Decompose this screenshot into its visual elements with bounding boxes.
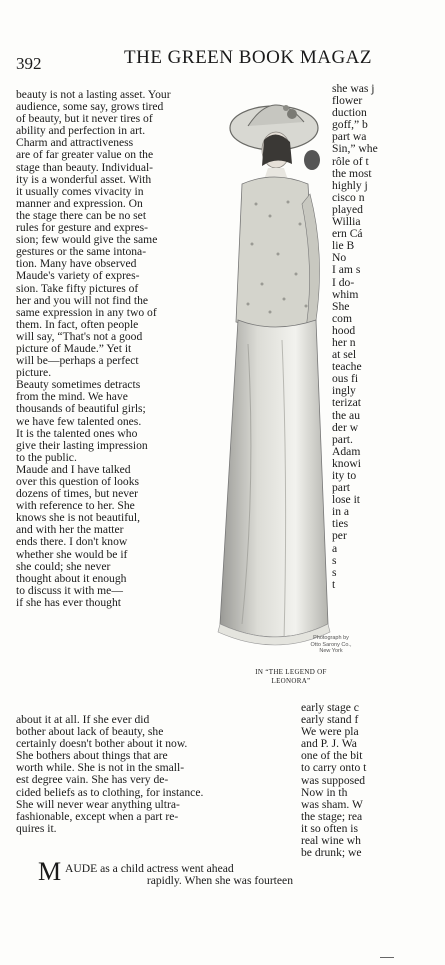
text-line: goff,” b — [332, 119, 368, 132]
text-line: will say, “That's not a good — [16, 330, 143, 343]
text-line: s — [332, 554, 337, 567]
text-line: she could; she never — [16, 560, 111, 573]
text-line: lie B — [332, 240, 355, 253]
text-line: picture of Maude.” Yet it — [16, 342, 132, 355]
text-line: will be—perhaps a perfect — [16, 355, 139, 368]
text-line: I am s — [332, 264, 361, 277]
text-line: her and you will not find the — [16, 294, 149, 307]
text-line: same expression in any two of — [16, 306, 157, 319]
text-line: per — [332, 530, 347, 543]
text-line: of beauty, but it never tires of — [16, 113, 153, 126]
photo-credit-line: Otto Sarony Co., — [310, 641, 352, 648]
photo-credit-line: Photograph by — [313, 635, 349, 641]
text-line: flower — [332, 95, 363, 108]
photo-caption-line: LEONORA” — [271, 676, 311, 685]
text-line: over this question of looks — [16, 476, 140, 488]
text-line: the au — [332, 409, 361, 422]
text-line: she was j — [332, 83, 375, 95]
text-line: part. — [332, 433, 353, 446]
text-line: we have few talented ones. — [16, 415, 142, 428]
text-line: ity is a wonderful asset. With — [16, 173, 152, 186]
text-line: Charm and attractiveness — [16, 137, 134, 150]
text-line: Now in th — [301, 786, 348, 799]
text-line: the stage; rea — [301, 810, 363, 823]
text-line: gestures or the same intona- — [16, 246, 147, 259]
text-line: was supposed — [301, 774, 366, 787]
text-line: to carry onto t — [301, 762, 367, 775]
text-line: rapidly. When she was fourteen — [146, 874, 293, 888]
text-line: ability and perfection in art. — [16, 125, 146, 138]
text-line: give their lasting impression — [16, 439, 148, 452]
text-line: early stage c — [301, 702, 359, 714]
photo-caption-line: IN “THE LEGEND OF — [255, 668, 327, 676]
text-line: at sel — [332, 349, 357, 362]
text-line: Adam — [332, 445, 361, 458]
text-line: in a — [332, 506, 350, 519]
text-line: and P. J. Wa — [301, 738, 357, 751]
text-line: lose it — [332, 494, 361, 507]
actress-photograph — [212, 84, 336, 658]
text-line: est degree vain. She has very de- — [16, 774, 169, 787]
text-line: hood — [332, 324, 356, 337]
text-line: played — [332, 203, 363, 216]
text-line: Willia — [332, 216, 361, 229]
text-line: We were pla — [301, 726, 359, 739]
text-line: She — [332, 300, 350, 313]
text-line: a — [332, 542, 338, 555]
photo-caption — [236, 668, 346, 685]
text-line: ingly — [332, 385, 356, 398]
text-line: certainly doesn't bother about it now. — [16, 738, 188, 751]
text-line: cisco n — [332, 191, 365, 204]
text-line: t — [332, 578, 336, 591]
text-line: fashionable, except when a part re- — [16, 810, 179, 823]
text-line: worth while. She is not in the small- — [16, 762, 185, 775]
text-line: cided beliefs as to clothing, for instance. — [16, 786, 204, 799]
text-line: ern Cá — [332, 228, 363, 241]
text-line: terizat — [332, 397, 361, 410]
text-line: to the public. — [16, 451, 77, 464]
text-line: was sham. W — [301, 798, 363, 811]
text-line: No — [332, 252, 347, 265]
text-line: from the mind. We have — [16, 391, 128, 404]
text-line: s — [332, 566, 337, 579]
text-line: manner and expression. On — [16, 197, 143, 210]
text-line: tion. Many have observed — [16, 258, 137, 271]
text-line: Maude and I have talked — [16, 463, 131, 476]
text-line: It is the talented ones who — [16, 427, 138, 440]
text-line: bother about lack of beauty, she — [16, 726, 164, 739]
text-line: part wa — [332, 131, 367, 144]
text-line: whether she would be if — [16, 548, 128, 561]
text-line: I do- — [332, 276, 355, 289]
text-line: it so often is — [301, 822, 359, 835]
text-line: beauty is not a lasting asset. Your — [16, 89, 171, 101]
left-wide-column-text — [16, 714, 298, 835]
text-line: She will never wear anything ultra- — [16, 798, 180, 811]
text-line: about it at all. If she ever did — [16, 714, 150, 726]
text-line: Beauty sometimes detracts — [16, 379, 141, 392]
text-line: picture. — [16, 367, 52, 380]
text-line: audience, some say, grows tired — [16, 101, 164, 114]
text-line: if she has ever thought — [16, 596, 121, 609]
text-line: ties — [332, 518, 349, 531]
text-line: one of the bit — [301, 750, 363, 763]
text-line: stage than beauty. Individual- — [16, 161, 154, 174]
text-line: rules for gesture and expres- — [16, 222, 148, 235]
text-line: com — [332, 312, 352, 325]
text-line: the most — [332, 167, 372, 180]
text-line: highly j — [332, 179, 368, 192]
text-line: the stage there can be no set — [16, 209, 147, 222]
text-line: der w — [332, 421, 359, 434]
section-two-opening — [65, 863, 305, 888]
text-line: thought about it enough — [16, 572, 127, 585]
text-line: teache — [332, 361, 362, 374]
text-line: be drunk; we — [301, 847, 362, 860]
text-line: Sin,” whe — [332, 143, 378, 156]
text-line: her n — [332, 336, 356, 349]
text-line: whim — [332, 288, 359, 301]
text-line: it usually comes vivacity in — [16, 185, 144, 198]
text-line: thousands of beautiful girls; — [16, 403, 146, 416]
page-rule — [380, 957, 394, 958]
text-line: ends there. I don't know — [16, 536, 128, 549]
photo-credit-line: New York — [319, 648, 343, 654]
text-line: sion; few would give the same — [16, 234, 158, 247]
text-line: them. In fact, often people — [16, 318, 139, 331]
right-bottom-column-text — [301, 702, 394, 859]
text-line: rôle of t — [332, 155, 369, 168]
text-line: to discuss it with me— — [16, 584, 123, 597]
text-line: are of far greater value on the — [16, 149, 154, 162]
right-column-text — [332, 83, 394, 591]
magazine-title: THE GREEN BOOK MAGAZ — [124, 47, 373, 68]
text-line: ous fi — [332, 373, 359, 386]
photo-credit — [303, 635, 359, 655]
text-line: early stand f — [301, 714, 359, 727]
text-line: and with her the matter — [16, 524, 124, 537]
text-line: Maude's variety of expres- — [16, 270, 140, 283]
text-line: knows she is not beautiful, — [16, 512, 140, 525]
text-line: real wine wh — [301, 835, 361, 848]
left-column-text — [16, 89, 234, 609]
text-line: AUDE as a child actress went ahead — [65, 862, 234, 875]
text-line: dozens of times, but never — [16, 488, 139, 501]
text-line: sion. Take fifty pictures of — [16, 282, 139, 295]
text-line: ity to — [332, 470, 357, 482]
text-line: duction — [332, 107, 367, 120]
text-line: She bothers about things that are — [16, 750, 168, 763]
drop-cap: M — [38, 857, 62, 886]
text-line: with reference to her. She — [16, 500, 135, 513]
text-line: knowi — [332, 457, 361, 470]
text-line: quires it. — [16, 822, 57, 835]
text-line: part — [332, 482, 351, 495]
page-number: 392 — [16, 54, 42, 73]
